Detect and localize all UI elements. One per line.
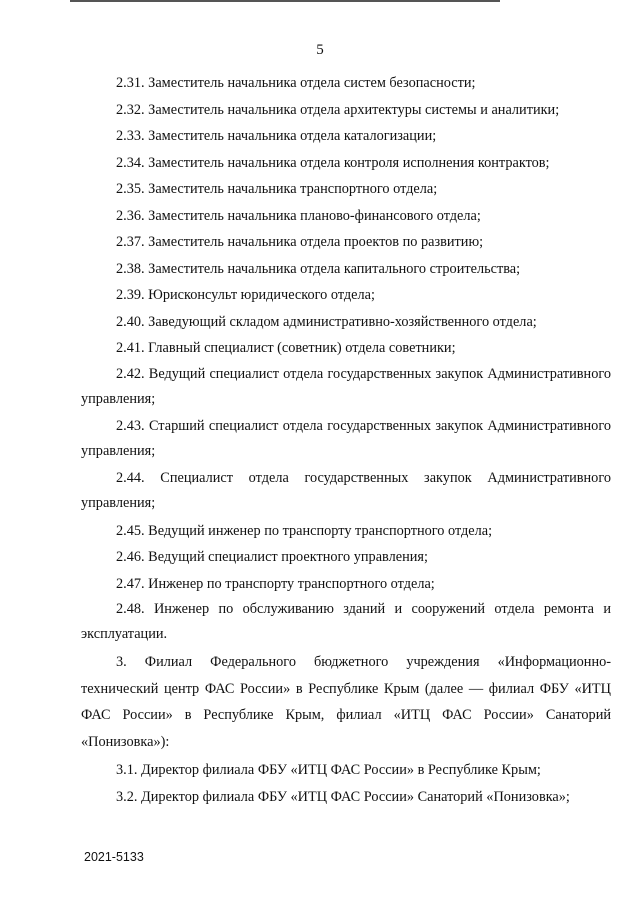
list-item: 2.38. Заместитель начальника отдела капитального строительства; [116,260,521,277]
list-item: 2.34. Заместитель начальника отдела контроля исполнения контрактов; [116,154,550,171]
list-item: 2.45. Ведущий инженер по транспорту транспортного отдела; [116,522,493,539]
top-border-line [70,0,500,2]
list-item: 2.43. Старший специалист отдела государственных закупок Административного управления; [81,417,611,459]
list-item: 2.41. Главный специалист (советник) отдела советники; [116,340,456,356]
list-item: 2.40. Заведующий складом административно-хозяйственного отдела; [116,313,537,330]
document-body [81,70,611,810]
list-item: 2.46. Ведущий специалист проектного управления; [116,549,428,565]
list-item: 2.37. Заместитель начальника отдела проектов по развитию; [116,234,484,250]
list-item: 2.33. Заместитель начальника отдела каталогизации; [116,128,437,144]
document-code: 2021-5133 [84,850,144,864]
list-item: 2.35. Заместитель начальника транспортного отдела; [116,181,438,197]
section-paragraph: 3. Филиал Федерального бюджетного учреждения «Информационно-технический центр ФАС России» в Республике Крым (далее — филиал ФБУ «ИТЦ ФАС России» в Республике Крым, филиал «ИТЦ ФАС России» Санаторий «Понизовка»): [81,654,611,750]
page-number: 5 [316,42,324,58]
list-item: 3.1. Директор филиала ФБУ «ИТЦ ФАС России» в Республике Крым; [116,762,541,778]
list-item: 2.47. Инженер по транспорту транспортного отдела; [116,575,435,592]
list-item: 2.44. Специалист отдела государственных закупок Административного управления; [81,469,611,511]
list-item: 2.36. Заместитель начальника планово-финансового отдела; [116,207,481,224]
list-item: 2.39. Юрисконсульт юридического отдела; [116,287,375,303]
list-item: 3.2. Директор филиала ФБУ «ИТЦ ФАС России» Санаторий «Понизовка»; [116,788,570,805]
list-item: 2.48. Инженер по обслуживанию зданий и сооружений отдела ремонта и эксплуатации. [81,601,611,642]
list-item: 2.32. Заместитель начальника отдела архитектуры системы и аналитики; [116,101,560,118]
list-item: 2.31. Заместитель начальника отдела систем безопасности; [116,75,476,91]
list-item: 2.42. Ведущий специалист отдела государственных закупок Административного управления; [81,365,611,407]
